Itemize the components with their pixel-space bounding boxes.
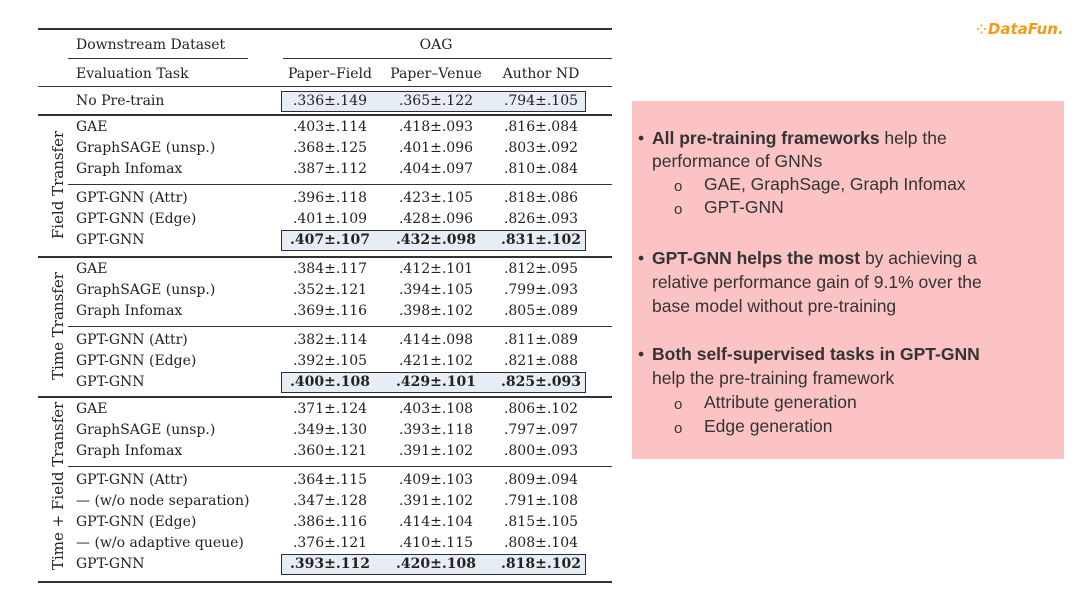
cell-0-2-1: .404±.097 <box>398 161 474 177</box>
row-label-2-4: — (w/o node separation) <box>76 493 250 509</box>
row-label-no-pretrain: No Pre-train <box>76 93 165 109</box>
section-title-0: Field Transfer <box>49 130 67 240</box>
dataset-label-rule <box>68 58 248 59</box>
cell-0-0-0: .403±.114 <box>292 119 368 135</box>
bullet-1-sub-1: GAE, GraphSage, Graph Infomax <box>704 174 966 194</box>
cell-1-1-0: .352±.121 <box>292 282 368 298</box>
cell-no-pretrain-1: .365±.122 <box>398 93 474 109</box>
cell-no-pretrain-0: .336±.149 <box>292 93 368 109</box>
cell-2-3-0: .364±.115 <box>292 472 368 488</box>
dataset-value-rule <box>283 58 612 59</box>
table-bottom-rule <box>38 581 612 583</box>
row-label-1-5: GPT-GNN <box>76 374 145 390</box>
column-header-0: Paper–Field <box>288 66 372 82</box>
column-header-2: Author ND <box>502 66 580 82</box>
row-label-2-3: GPT-GNN (Attr) <box>76 472 188 488</box>
row-label-2-5: GPT-GNN (Edge) <box>76 514 197 530</box>
cell-1-2-0: .369±.116 <box>292 303 368 319</box>
section-2-top-rule <box>38 396 612 398</box>
table-top-rule <box>38 28 612 30</box>
section-1-top-rule <box>38 256 612 258</box>
cell-2-4-1: .391±.102 <box>398 493 474 509</box>
cell-1-2-1: .398±.102 <box>398 303 474 319</box>
row-label-2-1: GraphSAGE (unsp.) <box>76 422 216 438</box>
cell-2-4-0: .347±.128 <box>292 493 368 509</box>
bullet-1-sub-1-glyph: o <box>674 178 683 195</box>
cell-1-3-1: .414±.098 <box>398 332 474 348</box>
cell-2-2-0: .360±.121 <box>292 443 368 459</box>
bullet-1-line-1: All pre-training frameworks help the <box>652 128 947 148</box>
cell-2-5-2: .815±.105 <box>503 514 579 530</box>
row-label-0-4: GPT-GNN (Edge) <box>76 211 197 227</box>
cell-1-4-1: .421±.102 <box>398 353 474 369</box>
cell-1-4-0: .392±.105 <box>292 353 368 369</box>
cell-2-7-0: .393±.112 <box>290 556 370 572</box>
cell-0-3-0: .396±.118 <box>292 190 368 206</box>
row-label-1-4: GPT-GNN (Edge) <box>76 353 197 369</box>
cell-0-0-1: .418±.093 <box>398 119 474 135</box>
cell-0-4-2: .826±.093 <box>503 211 579 227</box>
row-label-1-3: GPT-GNN (Attr) <box>76 332 188 348</box>
cell-1-2-2: .805±.089 <box>503 303 579 319</box>
task-label: Evaluation Task <box>76 66 189 82</box>
cell-0-2-2: .810±.084 <box>503 161 579 177</box>
row-label-0-2: Graph Infomax <box>76 161 183 177</box>
dataset-label: Downstream Dataset <box>76 37 226 53</box>
bullet-1-line-2: performance of GNNs <box>652 151 823 171</box>
cell-2-5-0: .386±.116 <box>292 514 368 530</box>
section-2-sub-rule <box>68 466 612 467</box>
bullet-3-sub-2: Edge generation <box>704 416 833 436</box>
row-label-1-0: GAE <box>76 261 108 277</box>
cell-1-3-2: .811±.089 <box>503 332 579 348</box>
bullet-3-sub-1: Attribute generation <box>704 392 857 412</box>
dataset-value: OAG <box>419 37 453 53</box>
cell-2-1-1: .393±.118 <box>398 422 474 438</box>
row-label-0-0: GAE <box>76 119 108 135</box>
cell-0-3-1: .423±.105 <box>398 190 474 206</box>
row-label-0-1: GraphSAGE (unsp.) <box>76 140 216 156</box>
row-label-0-5: GPT-GNN <box>76 232 145 248</box>
bullet-2-line-1: GPT-GNN helps the most by achieving a <box>652 248 977 268</box>
cell-1-0-0: .384±.117 <box>292 261 368 277</box>
section-0-top-rule <box>38 114 612 116</box>
cell-0-3-2: .818±.086 <box>503 190 579 206</box>
cell-1-5-0: .400±.108 <box>290 374 370 390</box>
section-title-2: Time + Field Transfer <box>49 401 67 570</box>
cell-0-1-0: .368±.125 <box>292 140 368 156</box>
cell-1-3-0: .382±.114 <box>292 332 368 348</box>
cell-2-6-0: .376±.121 <box>292 535 368 551</box>
cell-0-5-0: .407±.107 <box>290 232 370 248</box>
cell-2-2-2: .800±.093 <box>503 443 579 459</box>
cell-2-6-2: .808±.104 <box>503 535 579 551</box>
section-0-sub-rule <box>68 184 612 185</box>
cell-2-2-1: .391±.102 <box>398 443 474 459</box>
cell-2-0-1: .403±.108 <box>398 401 474 417</box>
cell-2-1-0: .349±.130 <box>292 422 368 438</box>
cell-2-1-2: .797±.097 <box>503 422 579 438</box>
bullet-3-line-1: Both self-supervised tasks in GPT-GNN <box>652 344 980 364</box>
cell-2-4-2: .791±.108 <box>503 493 579 509</box>
cell-2-0-2: .806±.102 <box>503 401 579 417</box>
cell-2-0-0: .371±.124 <box>292 401 368 417</box>
cell-0-1-2: .803±.092 <box>503 140 579 156</box>
cell-2-3-1: .409±.103 <box>398 472 474 488</box>
cell-0-5-1: .432±.098 <box>396 232 476 248</box>
bullet-2-glyph: • <box>638 248 645 268</box>
cell-1-0-1: .412±.101 <box>398 261 474 277</box>
cell-2-7-2: .818±.102 <box>501 556 581 572</box>
bullet-1-glyph: • <box>638 128 645 148</box>
cell-0-4-1: .428±.096 <box>398 211 474 227</box>
cell-no-pretrain-2: .794±.105 <box>503 93 579 109</box>
row-label-1-1: GraphSAGE (unsp.) <box>76 282 216 298</box>
section-1-sub-rule <box>68 326 612 327</box>
row-label-2-7: GPT-GNN <box>76 556 145 572</box>
cell-0-4-0: .401±.109 <box>292 211 368 227</box>
bullet-3-sub-2-glyph: o <box>674 420 683 437</box>
cell-1-1-1: .394±.105 <box>398 282 474 298</box>
row-label-2-0: GAE <box>76 401 108 417</box>
column-header-1: Paper–Venue <box>390 66 482 82</box>
cell-1-5-1: .429±.101 <box>396 374 476 390</box>
bullet-3-line-2: help the pre-training framework <box>652 368 895 388</box>
bullet-1-sub-2: GPT-GNN <box>704 197 784 217</box>
row-label-2-2: Graph Infomax <box>76 443 183 459</box>
cell-2-7-1: .420±.108 <box>396 556 476 572</box>
cell-0-2-0: .387±.112 <box>292 161 368 177</box>
cell-0-0-2: .816±.084 <box>503 119 579 135</box>
cell-1-0-2: .812±.095 <box>503 261 579 277</box>
cell-1-1-2: .799±.093 <box>503 282 579 298</box>
cell-2-3-2: .809±.094 <box>503 472 579 488</box>
row-label-0-3: GPT-GNN (Attr) <box>76 190 188 206</box>
row-label-2-6: — (w/o adaptive queue) <box>76 535 244 551</box>
section-title-1: Time Transfer <box>49 272 67 380</box>
bullet-2-line-3: base model without pre-training <box>652 296 897 316</box>
cell-1-5-2: .825±.093 <box>501 374 581 390</box>
bullet-2-line-2: relative performance gain of 9.1% over the <box>652 272 982 292</box>
cell-2-6-1: .410±.115 <box>398 535 474 551</box>
row-label-1-2: Graph Infomax <box>76 303 183 319</box>
bullet-1-sub-2-glyph: o <box>674 201 683 218</box>
cell-0-1-1: .401±.096 <box>398 140 474 156</box>
datafun-logo: ⁘DataFun. <box>976 20 1064 38</box>
bullet-3-glyph: • <box>638 344 645 364</box>
header-bottom-rule <box>38 86 612 87</box>
cell-2-5-1: .414±.104 <box>398 514 474 530</box>
cell-1-4-2: .821±.088 <box>503 353 579 369</box>
bullet-3-sub-1-glyph: o <box>674 396 683 413</box>
summary-panel <box>632 101 1064 459</box>
cell-0-5-2: .831±.102 <box>501 232 581 248</box>
